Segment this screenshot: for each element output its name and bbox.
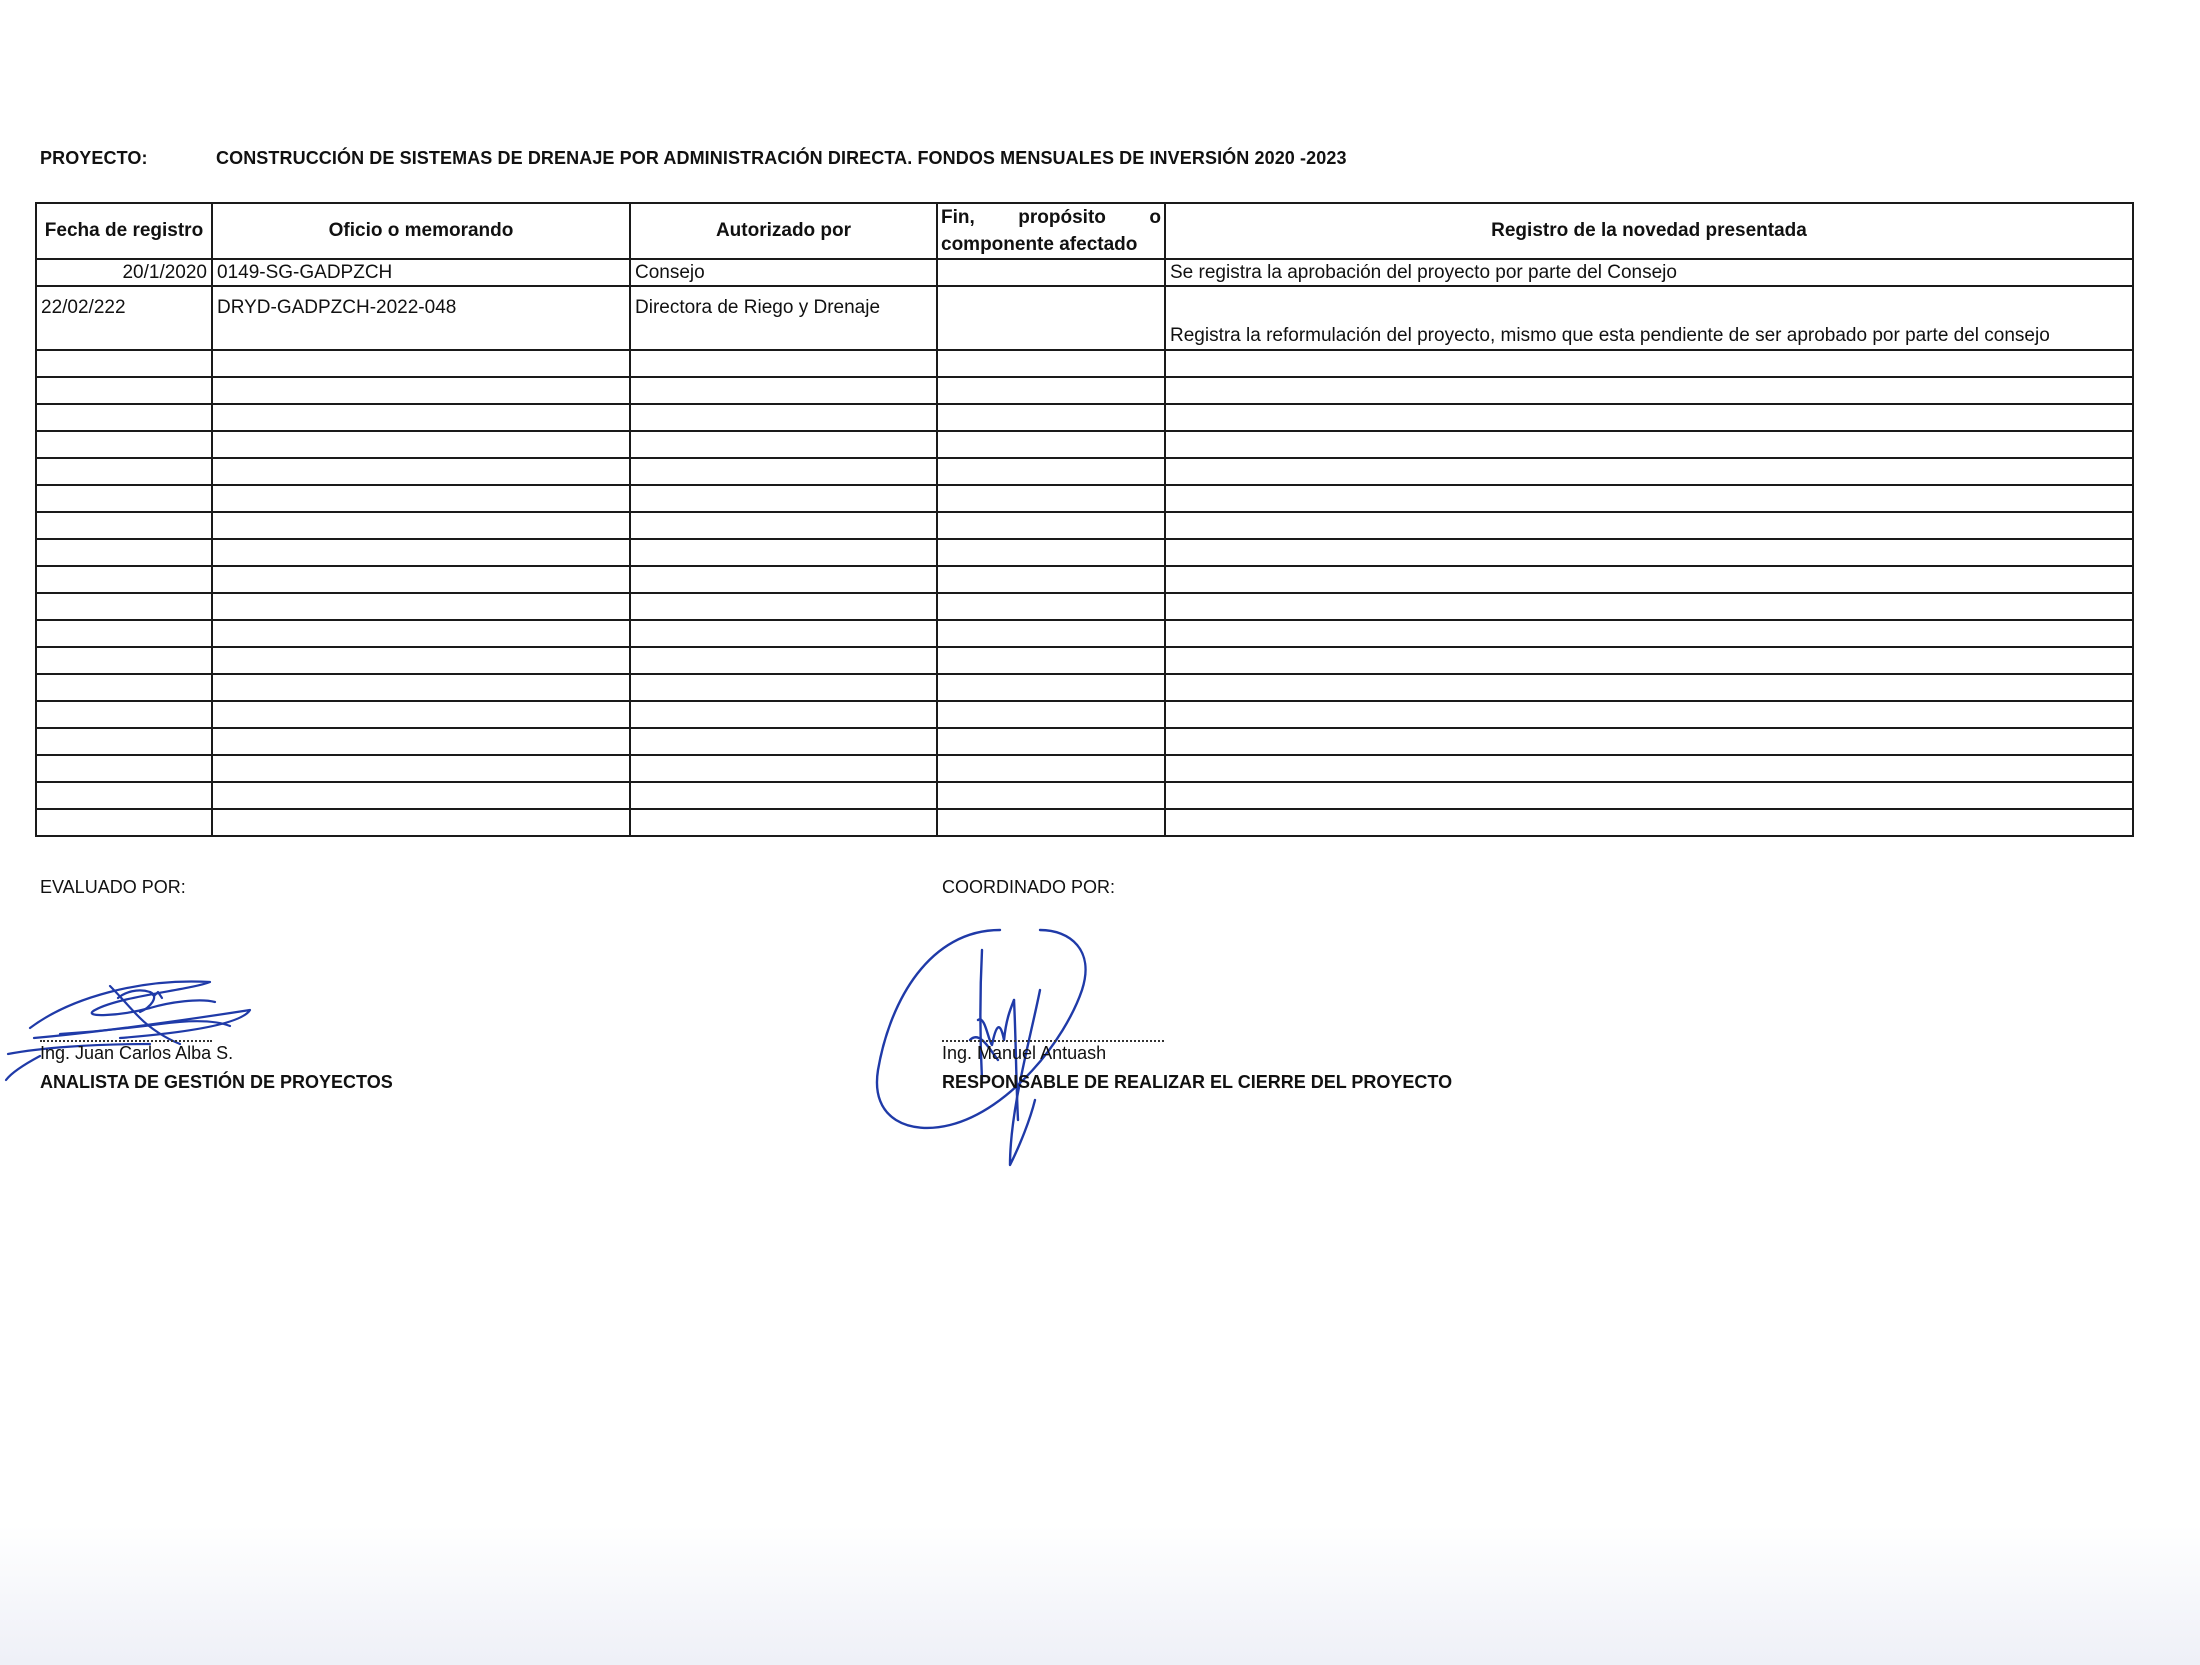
table-row-empty: [36, 755, 2133, 782]
header-registro: Registro de la novedad presentada: [1165, 203, 2133, 259]
evaluated-name: Ing. Juan Carlos Alba S.: [40, 1043, 234, 1063]
cell-registro: [1165, 593, 2133, 620]
cell-registro: [1165, 647, 2133, 674]
cell-autorizado: [630, 404, 937, 431]
cell-oficio: [212, 458, 630, 485]
cell-componente: [937, 404, 1165, 431]
page-bottom-shade: [0, 1525, 2200, 1665]
cell-autorizado: [630, 593, 937, 620]
cell-autorizado: [630, 431, 937, 458]
cell-fecha: [36, 350, 212, 377]
cell-oficio: [212, 350, 630, 377]
cell-componente: [937, 485, 1165, 512]
cell-registro: [1165, 485, 2133, 512]
cell-oficio: [212, 485, 630, 512]
cell-oficio: [212, 755, 630, 782]
cell-oficio: [212, 404, 630, 431]
cell-autorizado: [630, 539, 937, 566]
header-componente-word2: propósito: [1018, 207, 1106, 228]
cell-autorizado: [630, 512, 937, 539]
cell-autorizado: Directora de Riego y Drenaje: [630, 286, 937, 350]
cell-oficio: [212, 431, 630, 458]
coordinated-role: RESPONSABLE DE REALIZAR EL CIERRE DEL PROYECTO: [942, 1072, 1453, 1092]
cell-fecha: 20/1/2020: [36, 259, 212, 286]
table-row-empty: [36, 620, 2133, 647]
cell-registro: [1165, 809, 2133, 836]
table-header-row: [36, 203, 2133, 259]
cell-oficio: [212, 701, 630, 728]
cell-fecha: [36, 485, 212, 512]
cell-componente: [937, 377, 1165, 404]
cell-fecha: 22/02/222: [36, 286, 212, 350]
table-row-empty: [36, 674, 2133, 701]
table-row-empty: [36, 539, 2133, 566]
cell-oficio: [212, 620, 630, 647]
table-row-empty: [36, 647, 2133, 674]
cell-fecha: [36, 377, 212, 404]
cell-oficio: [212, 809, 630, 836]
header-componente-word1: Fin,: [941, 207, 975, 228]
table-row-empty: [36, 485, 2133, 512]
cell-registro: [1165, 539, 2133, 566]
cell-fecha: [36, 728, 212, 755]
cell-autorizado: [630, 620, 937, 647]
cell-fecha: [36, 620, 212, 647]
cell-fecha: [36, 458, 212, 485]
cell-registro: [1165, 458, 2133, 485]
cell-registro: [1165, 566, 2133, 593]
cell-componente: [937, 674, 1165, 701]
table-row-empty: [36, 593, 2133, 620]
cell-fecha: [36, 566, 212, 593]
cell-oficio: DRYD-GADPZCH-2022-048: [212, 286, 630, 350]
cell-oficio: [212, 566, 630, 593]
coordinated-name: Ing. Manuel Antuash: [942, 1043, 1107, 1063]
cell-autorizado: [630, 377, 937, 404]
cell-registro: [1165, 431, 2133, 458]
cell-autorizado: [630, 566, 937, 593]
cell-registro: [1165, 755, 2133, 782]
evaluated-role: ANALISTA DE GESTIÓN DE PROYECTOS: [40, 1072, 393, 1092]
cell-fecha: [36, 539, 212, 566]
table-row-empty: [36, 809, 2133, 836]
cell-oficio: [212, 647, 630, 674]
cell-registro: [1165, 620, 2133, 647]
cell-componente: [937, 539, 1165, 566]
cell-oficio: [212, 593, 630, 620]
cell-componente: [937, 647, 1165, 674]
coordinated-signature-line: [942, 1040, 1164, 1042]
cell-oficio: [212, 728, 630, 755]
cell-registro: [1165, 512, 2133, 539]
cell-autorizado: [630, 674, 937, 701]
cell-autorizado: [630, 458, 937, 485]
cell-fecha: [36, 647, 212, 674]
cell-oficio: [212, 512, 630, 539]
cell-componente: [937, 620, 1165, 647]
cell-componente: [937, 259, 1165, 286]
cell-autorizado: [630, 809, 937, 836]
table-row-empty: [36, 512, 2133, 539]
header-fecha: Fecha de registro: [36, 203, 212, 259]
table-row-empty: [36, 728, 2133, 755]
project-title: CONSTRUCCIÓN DE SISTEMAS DE DRENAJE POR ADMINISTRACIÓN DIRECTA. FONDOS MENSUALES DE INVERSIÓN 2020 -2023: [216, 148, 1347, 168]
cell-autorizado: Consejo: [630, 259, 937, 286]
table-row: [36, 286, 2133, 350]
cell-oficio: [212, 782, 630, 809]
cell-fecha: [36, 782, 212, 809]
table-row: [36, 259, 2133, 286]
cell-oficio: [212, 539, 630, 566]
table-row-empty: [36, 431, 2133, 458]
table-row-empty: [36, 701, 2133, 728]
cell-fecha: [36, 809, 212, 836]
cell-componente: [937, 458, 1165, 485]
table-row-empty: [36, 350, 2133, 377]
evaluated-by-label: EVALUADO POR:: [40, 877, 186, 897]
cell-fecha: [36, 674, 212, 701]
cell-registro: Registra la reformulación del proyecto, mismo que esta pendiente de ser aprobado por parte del consejo: [1165, 286, 2133, 350]
cell-registro: [1165, 377, 2133, 404]
table-row-empty: [36, 404, 2133, 431]
cell-registro: [1165, 782, 2133, 809]
cell-componente: [937, 512, 1165, 539]
cell-componente: [937, 782, 1165, 809]
cell-autorizado: [630, 755, 937, 782]
evaluated-signature-line: [40, 1040, 212, 1042]
cell-registro: Se registra la aprobación del proyecto por parte del Consejo: [1165, 259, 2133, 286]
header-componente: [937, 203, 1165, 259]
header-oficio: Oficio o memorando: [212, 203, 630, 259]
coordinated-by-label: COORDINADO POR:: [942, 877, 1116, 897]
table-row-empty: [36, 782, 2133, 809]
cell-oficio: 0149-SG-GADPZCH: [212, 259, 630, 286]
cell-componente: [937, 286, 1165, 350]
cell-fecha: [36, 512, 212, 539]
cell-autorizado: [630, 728, 937, 755]
header-autorizado: Autorizado por: [630, 203, 937, 259]
cell-oficio: [212, 674, 630, 701]
cell-registro: [1165, 404, 2133, 431]
header-componente-word3: o: [1149, 207, 1161, 228]
table-row-empty: [36, 377, 2133, 404]
table-row-empty: [36, 566, 2133, 593]
cell-componente: [937, 755, 1165, 782]
cell-fecha: [36, 701, 212, 728]
cell-fecha: [36, 431, 212, 458]
cell-registro: [1165, 674, 2133, 701]
cell-registro: [1165, 350, 2133, 377]
cell-autorizado: [630, 350, 937, 377]
cell-componente: [937, 350, 1165, 377]
cell-componente: [937, 728, 1165, 755]
cell-autorizado: [630, 701, 937, 728]
cell-fecha: [36, 593, 212, 620]
cell-fecha: [36, 755, 212, 782]
cell-componente: [937, 431, 1165, 458]
cell-componente: [937, 701, 1165, 728]
novelty-register-table: [35, 202, 2134, 837]
cell-fecha: [36, 404, 212, 431]
cell-oficio: [212, 377, 630, 404]
cell-autorizado: [630, 647, 937, 674]
table-row-empty: [36, 458, 2133, 485]
cell-autorizado: [630, 782, 937, 809]
cell-componente: [937, 566, 1165, 593]
cell-componente: [937, 809, 1165, 836]
header-componente-line2: componente afectado: [941, 234, 1138, 255]
project-label: PROYECTO:: [40, 148, 148, 168]
cell-registro: [1165, 728, 2133, 755]
cell-registro: [1165, 701, 2133, 728]
cell-componente: [937, 593, 1165, 620]
cell-autorizado: [630, 485, 937, 512]
